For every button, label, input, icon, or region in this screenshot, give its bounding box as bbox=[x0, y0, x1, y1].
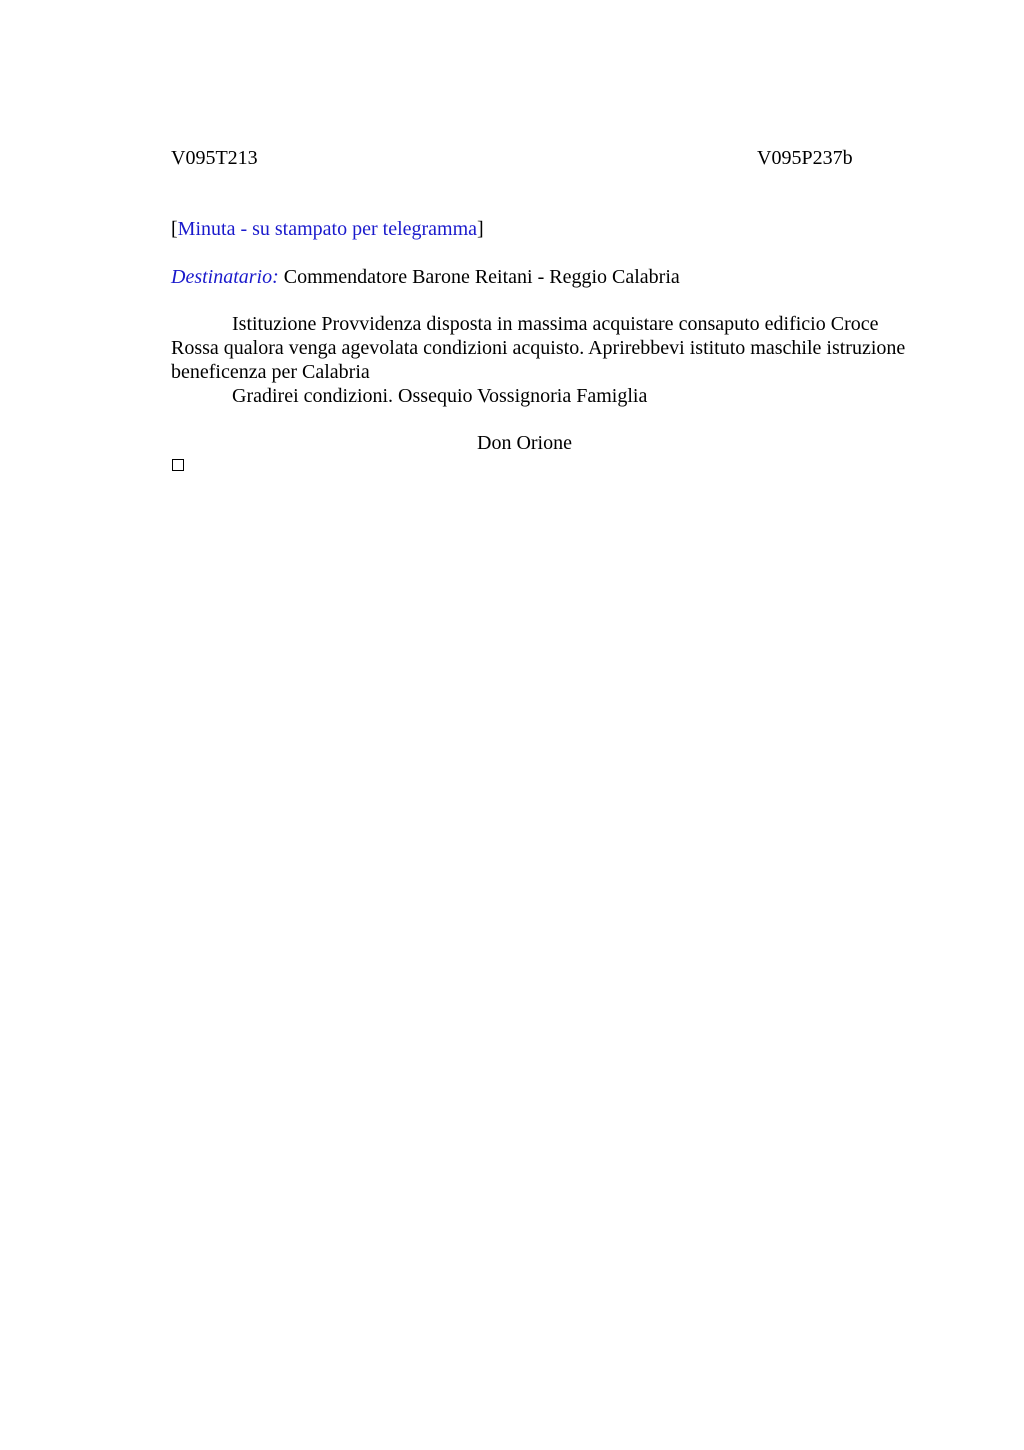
body-paragraph: Gradirei condizioni. Ossequio Vossignoria Famiglia bbox=[232, 385, 648, 407]
empty-square-icon bbox=[172, 459, 184, 471]
note-close-bracket: ] bbox=[477, 218, 484, 240]
note-text: Minuta - su stampato per telegramma bbox=[177, 218, 478, 240]
body-paragraph: Istituzione Provvidenza disposta in massima acquistare consaputo edificio Croce Rossa qualora venga agevolata condizioni acquisto. Aprirebbevi istituto maschile istruzione beneficenza per Calabria bbox=[171, 313, 906, 383]
telegram-body bbox=[171, 312, 911, 408]
recipient-label: Destinatario: bbox=[171, 266, 279, 288]
recipient-name: Commendatore Barone Reitani - Reggio Calabria bbox=[283, 266, 680, 288]
editorial-note bbox=[171, 217, 484, 241]
note-open-bracket: [ bbox=[171, 218, 178, 240]
document-code-right: V095P237b bbox=[757, 147, 853, 169]
recipient-line bbox=[171, 265, 680, 289]
signature: Don Orione bbox=[477, 432, 572, 454]
document-code-left: V095T213 bbox=[171, 147, 258, 169]
